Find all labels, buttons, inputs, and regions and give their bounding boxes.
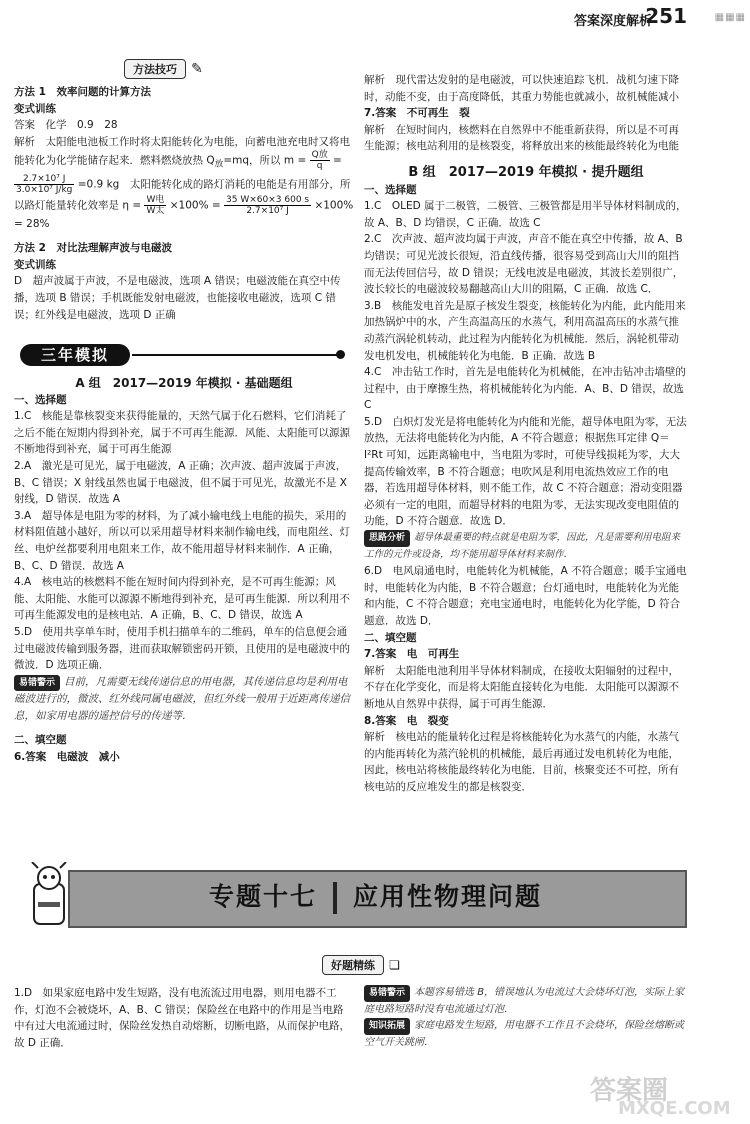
watermark [590, 1070, 740, 1120]
right-q7-answer: 7.答案 不可再生 裂 [364, 107, 470, 120]
group-b-q7-explain: 解析 太阳能电池利用半导体材料制成，在接收太阳辐射的过程中，不存在化学变化，而是将太阳能直接转化为电能．太阳能可以源源不断地从自然界中获得，属于可再生能源． [364, 664, 679, 710]
bottom-tag2: 知识拓展 [364, 1018, 410, 1035]
topic-title [68, 870, 683, 924]
eff-end: ×100% = 28% [14, 199, 354, 230]
fraction-q-over-q [310, 150, 330, 171]
q5-tag: 易错警示 [14, 675, 60, 692]
watermark-main: 答案圈 [590, 1076, 669, 1106]
right-q7-explain: 解析 在短时间内，核燃料在自然界中不能重新获得，所以是不可再生能源；核电站利用的是核裂变，将释放出来的核能最终转化为电能 [364, 123, 679, 153]
group-b-q5-note [364, 530, 688, 563]
method1-explain-2 [14, 174, 354, 233]
group-b-q5: 5.D 白炽灯发光是将电能转化为内能和光能，超导体电阻为零，无法放热，无法将电能转化为内能，A 不符合题意；根据焦耳定律 Q＝I²Rt 可知，远距离输电中，当电阻为零时，可使导线损耗为零，大大提高传输效率，B 不符合题意；电吹风是利用电流热效应工作的电器，若选用超导体材料，则不能工作，故 C 不符合题意；滑动变阻器必须有一定的电阻，而超导材料的电阻为零，无法实现改变电阻值的功能，D 不符合题意．故选 D． [364, 415, 687, 528]
bottom-note2 [364, 1018, 688, 1051]
method2-title: 方法 2 对比法理解声波与电磁波 [14, 242, 172, 255]
group-b-q4: 4.C 冲击钻工作时，首先是电能转化为机械能，在冲击钻冲击墙壁的过程中，由于摩擦生热，将机械能转化为内能．A、B、D 错误，故选 C [364, 366, 686, 412]
method2-train: 变式训练 [14, 258, 56, 271]
bottom-q1: 1.D 如果家庭电路中发生短路，没有电流流过用电器，则用电器不工作，灯泡不会被烧坏，A、B、C 错误；保险丝在电路中的作用是当电路中有过大电流通过时，保险丝发热自动熔断，切断电路，从而保护电路，故 D 正确． [14, 987, 350, 1049]
watermark-sub: MXQE.COM [618, 1098, 731, 1119]
hot-practice-label [322, 954, 400, 975]
method1-explain: 解析 太阳能电池板工作时将太阳能转化为电能，向蓄电池充电时又将电能转化为化学能储存起来．燃料燃烧放热 $Q_放=mq$，所以 m = $\frac{\text{Q放}}{q}$ = [14, 135, 350, 172]
group-a-q4: 4.A 核电站的核燃料不能在短时间内得到补充，是不可再生能源；风能、太阳能、水能可以源源不断地得到补充，是可再生能源．所以利用不可再生能源发电的是核电站．A 正确，B、C、D 错误，故选 A [14, 576, 350, 622]
frac2-den: 3.0×10⁷ J/kg [16, 184, 73, 195]
eff-num2: 35 W×60×3 600 s [226, 194, 310, 205]
b5-note-text: 超导体最重要的特点就是电阻为零，因此，凡是需要利用电阻来工作的元件或设备，均不能用超导体材料来制作． [364, 532, 681, 560]
q5-note-text: 目前，凡需要无线传递信息的用电器，其传递信息均是利用电磁波进行的，微波、红外线同属电磁波，但红外线一般用于近距离传递信息，如家用电器的遥控信号的传递等． [14, 675, 350, 722]
group-a-q5-note [14, 674, 354, 725]
banner-line [132, 354, 338, 356]
three-year-banner [8, 340, 346, 370]
fraction-heat-value [14, 174, 74, 195]
eff-den2: 2.7×10⁷ J [246, 205, 289, 216]
group-a-q2: 2.A 激光是可见光，属于电磁波，A 正确；次声波、超声波属于声波，B、C 错误；X 射线虽然也属于电磁波，但不属于可见光，故激光不是 X 射线，D 错误．故选 A [14, 459, 347, 506]
right-column [364, 72, 688, 796]
frac1-den: q [316, 161, 323, 172]
group-b-q7-answer: 7.答案 电 可再生 [364, 648, 460, 661]
group-a-sec1: 一、选择题 [14, 393, 67, 406]
eff-mid: ×100% = [169, 199, 221, 212]
group-a-title: A 组 2017—2019 年模拟 · 基础题组 [75, 376, 293, 390]
bottom-note2-text: 家庭电路发生短路，用电器不工作且不会烧坏，保险丝熔断或空气开关跳闸． [364, 1020, 685, 1048]
group-b-q1: 1.C OLED 属于二极管，二极管、三极管都是用半导体材料制成的，故 A、B、D 均错误，C 正确．故选 C [364, 200, 687, 229]
method1-title: 方法 1 效率问题的计算方法 [14, 86, 151, 98]
eff-num1: W电 [146, 194, 165, 205]
bottom-right [364, 985, 688, 1051]
method1-explain-part2: =0.9 kg 太阳能转化成的路灯消耗的电能是有用部分，所以路灯能量转化效率是 η = [14, 178, 351, 212]
method2-answer: D 超声波属于声波，不是电磁波，选项 A 错误；电磁波能在真空中传播，选项 B 错误；手机既能发射电磁波，也能接收电磁波，选项 C 错误；红外线是电磁波，选项 D 正确 [14, 275, 341, 321]
page-header [0, 0, 750, 48]
method1-train: 变式训练 [14, 102, 56, 115]
three-year-label: 三年模拟 [20, 344, 130, 366]
right-top-explain: 解析 现代雷达发射的是电磁波，可以快速追踪飞机．战机匀速下降时，动能不变，由于高度降低，其重力势能也就减小，故机械能减小 [364, 74, 679, 103]
topic-name: 应用性物理问题 [353, 882, 543, 911]
mascot-icon [26, 862, 72, 930]
bottom-tag1: 易错警示 [364, 985, 410, 1002]
topic-banner [8, 860, 688, 935]
header-decoration: ▦▦▦ [714, 12, 746, 23]
group-b-q8-answer: 8.答案 电 裂变 [364, 714, 449, 727]
header-title: 答案深度解析 [573, 14, 652, 29]
group-b-sec2: 二、填空题 [364, 631, 417, 644]
group-b-sec1: 一、选择题 [364, 183, 417, 196]
frac2-num: 2.7×10⁷ J [14, 174, 74, 185]
fraction-efficiency-1 [144, 195, 166, 216]
method1-answer: 答案 化学 0.9 28 [14, 119, 118, 132]
wrench-icon: ✎ [191, 61, 203, 77]
group-b-q8-explain: 解析 核电站的能量转化过程是将核能转化为水蒸气的内能，水蒸气的内能再转化为蒸汽轮机的机械能，最后再通过发电机转化为电能，因此，核电站将核能最终转化为电能．目前，核聚变还不可控，所有核电站的反应堆发生的都是核裂变． [364, 731, 679, 793]
group-b-title: B 组 2017—2019 年模拟 · 提升题组 [408, 164, 644, 180]
fraction-efficiency-2 [224, 195, 311, 216]
group-b-q2: 2.C 次声波、超声波均属于声波，声音不能在真空中传播，故 A、B 均错误；可见光波长很短，沿直线传播，很容易受到高山大川的阻挡而无法传回信号，故 D 错误；无线电波是电磁波，其波长差别很广，波长较长的电磁波较易翻越高山大川的阻隔，C 正确．故选 C． [364, 233, 684, 296]
frac1-num: Q放 [311, 150, 328, 161]
group-a-q3: 3.A 超导体是电阻为零的材料，为了减小输电线上电能的损失，采用的材料阻值越小越好，所以可以采用超导材料来制作输电线，而电阻丝、灯丝、电炉丝都要利用电阻来工作，故不能用超导材料来制作．A 正确，B、C、D 错误．故选 A [14, 509, 350, 572]
topic-separator [333, 882, 337, 914]
group-a-q5: 5.D 使用共享单车时，使用手机扫描单车的二维码，单车的信息便会通过电磁波传输到服务器，进而获取解锁密码开锁，且使用的是电磁波中的微波．D 选项正确． [14, 625, 350, 672]
b5-tag: 思路分析 [364, 530, 410, 547]
bottom-left [14, 985, 354, 1051]
group-a-sec2: 二、填空题 [14, 734, 67, 747]
method-box [124, 58, 203, 79]
group-a-q1: 1.C 核能是靠核裂变来获得能量的，天然气属于化石燃料，它们消耗了之后不能在短期内得到补充，属于不可再生能源．风能、太阳能可以源源不断地得到补充，属于可再生能源 [14, 410, 350, 456]
left-column-top [14, 84, 354, 323]
book-icon: ❏ [389, 958, 400, 972]
method1-explain-part1b: =mq，所以 m = [223, 154, 307, 167]
page-number: 251 [645, 4, 687, 28]
method1-explain-part1: 解析 太阳能电池板工作时将太阳能转化为电能，向蓄电池充电时又将电能转化为化学能储存起来．燃料燃烧放热 Q [14, 135, 350, 167]
banner-dot [336, 350, 345, 359]
group-a-q6: 6.答案 电磁波 减小 [14, 751, 120, 764]
group-b-q6: 6.D 电风扇通电时，电能转化为机械能，A 不符合题意；暖手宝通电时，电能转化为内能，B 不符合题意；台灯通电时，电能转化为光能和内能，C 不符合题意；充电宝通电时，电能转化为化学能，D 符合题意．故选 D． [364, 565, 687, 627]
bottom-note1-text: 本题容易错选 B，错误地认为电流过大会烧坏灯泡，实际上家庭电路短路时没有电流通过灯泡． [364, 987, 685, 1015]
hot-practice-text: 好题精练 [322, 955, 384, 975]
topic-number: 专题十七 [208, 882, 317, 911]
eff-den1: W太 [146, 205, 165, 216]
group-a [14, 375, 354, 766]
method-box-label: 方法技巧 [124, 59, 186, 79]
eq-sign: = [333, 154, 342, 167]
bottom-note1 [364, 985, 688, 1018]
group-b-q3: 3.B 核能发电首先是原子核发生裂变，核能转化为内能，此内能用来加热锅炉中的水，产生高温高压的水蒸气，利用高温高压的水蒸气推动蒸汽涡轮机转动，此过程为内能转化为机械能．然后，涡轮机带动发电机发电，机械能转化为电能．B 正确．故选 B [364, 299, 686, 362]
